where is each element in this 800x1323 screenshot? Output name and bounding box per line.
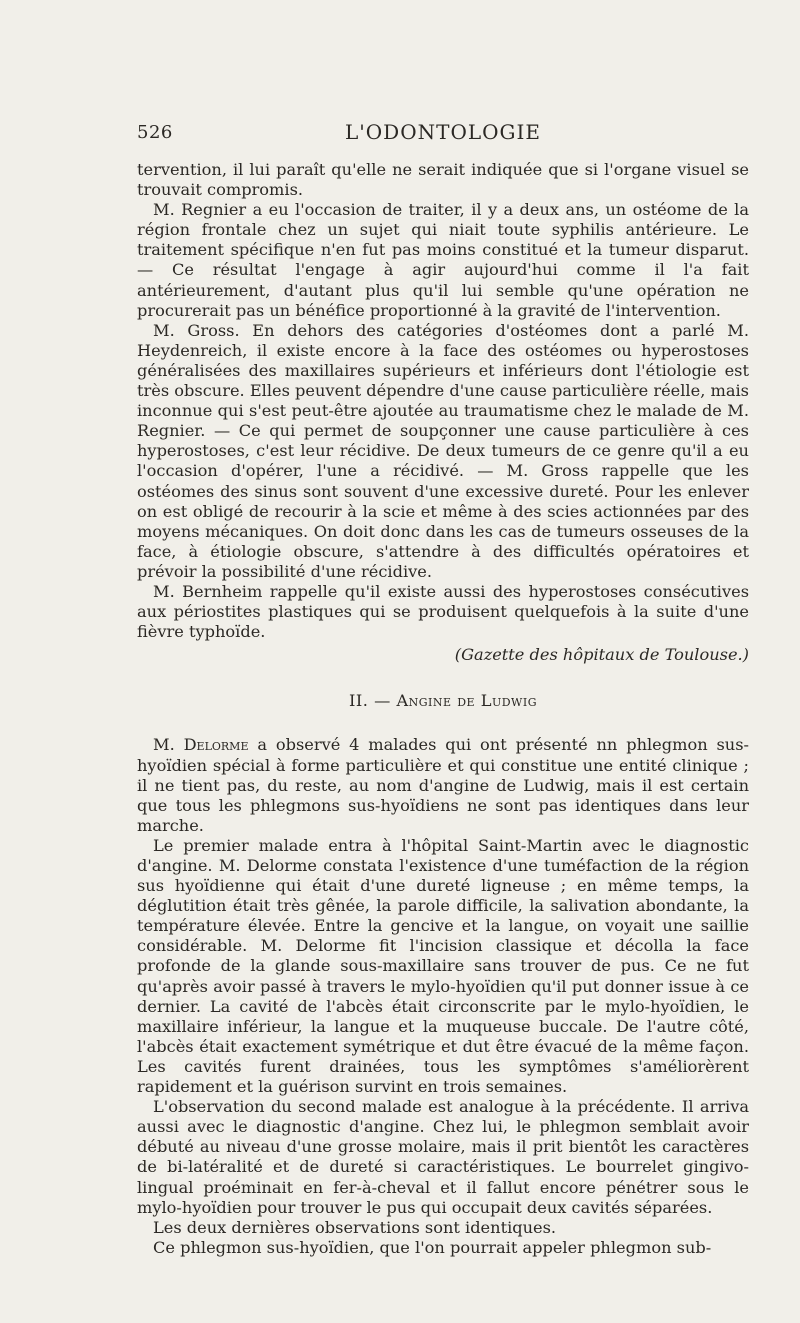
paragraph-gross: M. Gross. En dehors des catégories d'ostéomes dont a parlé M. Heydenreich, il existe encore à la face des ostéomes ou hyperostoses généralisées des maxillaires supérieurs et inférieurs dont l'étiologie est très obscure. Elles peuvent dépendre d'une cause particulière réelle, mais inconnue qui s'est peut-être ajoutée au traumatisme chez le malade de M. Regnier. — Ce qui permet de soupçonner une cause particulière à ces hyperostoses, c'est leur récidive. De deux tumeurs de ce genre qu'il a eu l'occasion d'opérer, l'une a récidivé. — M. Gross rappelle que les ostéomes des sinus sont souvent d'une excessive dureté. Pour les enlever on est obligé de recourir à la scie et même à des scies actionnées par des moyens mécaniques. On doit donc dans les cas de tumeurs osseuses de la face, à étiologie obscure, s'attendre à des difficultés opératoires et prévoir la possibilité d'une récidive. bbox=[137, 320, 749, 581]
source-citation: (Gazette des hôpitaux de Toulouse.) bbox=[454, 645, 749, 665]
paragraph-delorme-intro bbox=[137, 735, 749, 835]
section-number: II. bbox=[349, 691, 369, 711]
section-title-word: Ludwig bbox=[480, 691, 537, 711]
paragraph-second-patient: L'observation du second malade est analogue à la précédente. Il arriva aussi avec le diagnostic d'angine. Chez lui, le phlegmon semblait avoir débuté au niveau d'une grosse molaire, mais il prit bientôt les caractères de bi-latéralité et de dureté si caractéristiques. Le bourrelet gingivo-lingual proéminait en fer-à-cheval et il fallut encore pénétrer sous le mylo-hyoïdien pour trouver le pus qui occupait deux cavités séparées. bbox=[137, 1097, 749, 1217]
paragraph-bernheim: M. Bernheim rappelle qu'il existe aussi des hyperostoses consécutives aux périostites plastiques qui se produisent quelquefois à la suite d'une fièvre typhoïde. bbox=[137, 581, 749, 642]
paragraph-text: a observé 4 malades qui ont présenté nn phlegmon sus-hyoïdien spécial à forme particulière et qui constitue une entité clinique ; il ne tient pas, du reste, au nom d'angine de Ludwig, mais il est certain que tous les phlegmons sus-hyoïdiens ne sont pas identiques dans leur marche. bbox=[137, 735, 749, 835]
paragraph-regnier: M. Regnier a eu l'occasion de traiter, il y a deux ans, un ostéome de la région frontale chez un sujet qui niait toute syphilis antérieure. Le traitement spécifique n'en fut pas moins constitué et la tumeur disparut. — Ce résultat l'engage à agir aujourd'hui comme il l'a fait antérieurement, d'autant plus qu'il lui semble qu'une opération ne procurerait pas un bénéfice proportionné à la gravité de l'intervention. bbox=[137, 200, 749, 320]
page-header bbox=[137, 118, 749, 148]
running-title: L'ODONTOLOGIE bbox=[345, 120, 541, 144]
paragraph-last-observations: Les deux dernières observations sont identiques. bbox=[153, 1217, 557, 1237]
page-body bbox=[137, 160, 749, 1258]
section-title-word: de bbox=[457, 691, 476, 711]
page-number: 526 bbox=[137, 122, 173, 143]
paragraph-phlegmon: Ce phlegmon sus-hyoïdien, que l'on pourrait appeler phlegmon sub- bbox=[153, 1237, 712, 1257]
section-heading bbox=[137, 691, 749, 711]
author-name: M. Delorme bbox=[153, 735, 249, 755]
section-dash: — bbox=[374, 691, 391, 711]
paragraph-first-patient: Le premier malade entra à l'hôpital Saint-Martin avec le diagnostic d'angine. M. Delorme constata l'existence d'une tuméfaction de la région sus hyoïdienne qui était d'une dureté ligneuse ; en même temps, la déglutition était très gênée, la parole difficile, la salivation abondante, la température élevée. Entre la gencive et la langue, on voyait une saillie considérable. M. Delorme fit l'incision classique et décolla la face profonde de la glande sous-maxillaire sans trouver de pus. Ce ne fut qu'après avoir passé à travers le mylo-hyoïdien qu'il put donner issue à ce dernier. La cavité de l'abcès était circonscrite par le mylo-hyoïdien, le maxillaire inférieur, la langue et la muqueuse buccale. De l'autre côté, l'abcès était exactement symétrique et dut être évacué de la même façon. Les cavités furent drainées, tous les symptômes s'améliorèrent rapidement et la guérison survint en trois semaines. bbox=[137, 835, 749, 1097]
paragraph-continuation: tervention, il lui paraît qu'elle ne serait indiquée que si l'organe visuel se trouvait compromis. bbox=[137, 160, 749, 200]
section-title-word: Angine bbox=[396, 691, 452, 711]
